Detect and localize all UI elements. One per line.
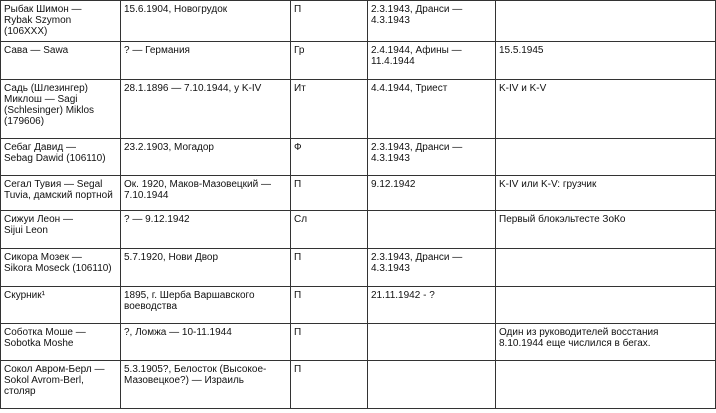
table-row [1, 139, 716, 176]
table-row [1, 361, 716, 409]
cell-deportation: 21.11.1942 - ? [368, 287, 496, 324]
cell-birth-death: Ок. 1920, Маков-Мазовецкий — 7.10.1944 [121, 176, 291, 211]
cell-deportation [368, 211, 496, 249]
cell-origin: Ф [291, 139, 368, 176]
cell-name: Сикора Мозек — Sikora Moseck (106110) [1, 249, 121, 287]
cell-notes [496, 249, 716, 287]
cell-origin: П [291, 1, 368, 42]
cell-deportation [368, 361, 496, 409]
cell-origin: Сл [291, 211, 368, 249]
table-row [1, 287, 716, 324]
table-row [1, 176, 716, 211]
cell-notes: Первый блокэльтесте ЗоКо [496, 211, 716, 249]
cell-notes: 15.5.1945 [496, 42, 716, 80]
cell-deportation: 2.3.1943, Дранси — 4.3.1943 [368, 1, 496, 42]
cell-name: Скурник¹ [1, 287, 121, 324]
cell-deportation [368, 324, 496, 361]
cell-notes [496, 139, 716, 176]
cell-origin: П [291, 249, 368, 287]
table-row [1, 1, 716, 42]
cell-birth-death: 15.6.1904, Новогрудок [121, 1, 291, 42]
cell-birth-death: 1895, г. Шерба Варшавского воеводства [121, 287, 291, 324]
cell-notes [496, 287, 716, 324]
cell-birth-death: 23.2.1903, Могадор [121, 139, 291, 176]
cell-deportation: 2.4.1944, Афины — 11.4.1944 [368, 42, 496, 80]
cell-origin: П [291, 324, 368, 361]
cell-birth-death: 5.3.1905?, Белосток (Высокое- Мазовецкое?) — Израиль [121, 361, 291, 409]
cell-notes: K-IV и K-V [496, 80, 716, 139]
table-row [1, 249, 716, 287]
cell-origin: П [291, 361, 368, 409]
cell-birth-death: ? — Германия [121, 42, 291, 80]
cell-name: Соботка Моше — Sobotka Moshe [1, 324, 121, 361]
cell-birth-death: ? — 9.12.1942 [121, 211, 291, 249]
table-row [1, 42, 716, 80]
cell-notes: Один из руководителей восстания 8.10.1944 еще числился в бегах. [496, 324, 716, 361]
cell-deportation: 2.3.1943, Дранси — 4.3.1943 [368, 249, 496, 287]
cell-origin: П [291, 287, 368, 324]
cell-origin: П [291, 176, 368, 211]
cell-name: Себаг Давид — Sebag Dawid (106110) [1, 139, 121, 176]
cell-birth-death: ?, Ломжа — 10-11.1944 [121, 324, 291, 361]
table-row [1, 324, 716, 361]
cell-deportation: 2.3.1943, Дранси — 4.3.1943 [368, 139, 496, 176]
table-row [1, 80, 716, 139]
table-row [1, 211, 716, 249]
cell-notes [496, 1, 716, 42]
cell-name: Садь (Шлезингер) Миклош — Sagi (Schlesinger) Miklos (179606) [1, 80, 121, 139]
cell-name: Сижуи Леон — Sijui Leon [1, 211, 121, 249]
cell-name: Сокол Авром-Берл — Sokol Avrom-Berl, столяр [1, 361, 121, 409]
cell-birth-death: 5.7.1920, Нови Двор [121, 249, 291, 287]
cell-deportation: 9.12.1942 [368, 176, 496, 211]
cell-notes [496, 361, 716, 409]
cell-origin: Ит [291, 80, 368, 139]
cell-name: Сава — Sawa [1, 42, 121, 80]
cell-birth-death: 28.1.1896 — 7.10.1944, у K-IV [121, 80, 291, 139]
cell-deportation: 4.4.1944, Триест [368, 80, 496, 139]
cell-notes: K-IV или K-V: грузчик [496, 176, 716, 211]
cell-name: Рыбак Шимон — Rybak Szymon (106XXX) [1, 1, 121, 42]
cell-name: Сегал Тувия — Segal Tuvia, дамский портной [1, 176, 121, 211]
cell-origin: Гр [291, 42, 368, 80]
